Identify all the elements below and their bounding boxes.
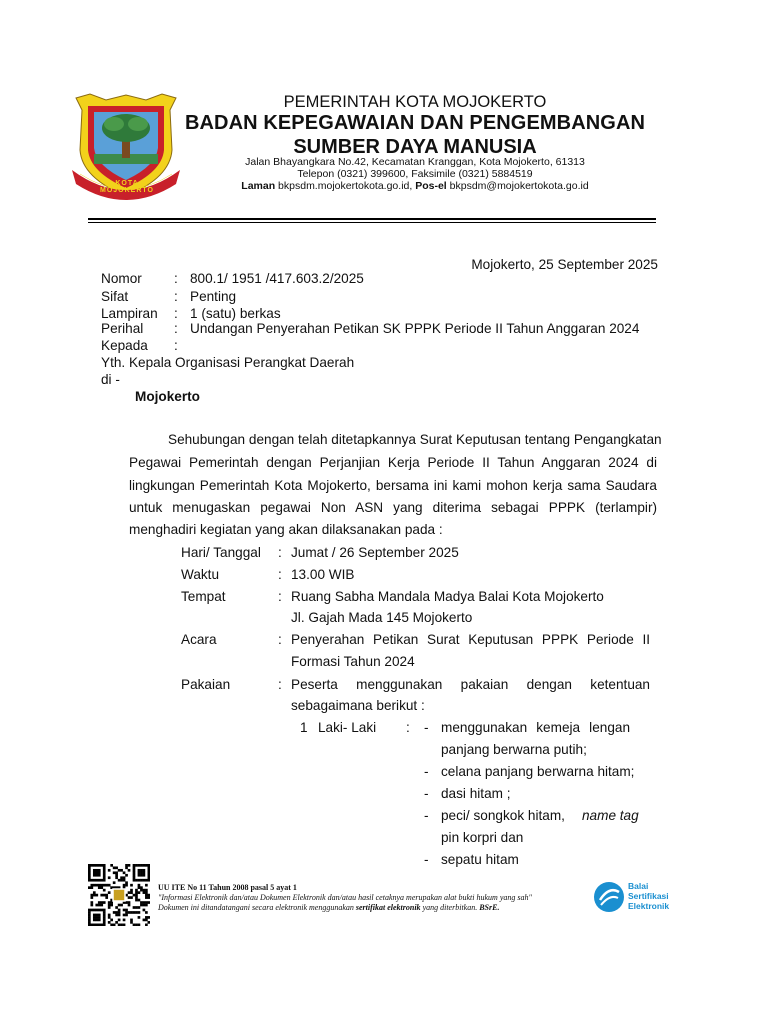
meta-colon: : <box>174 271 178 286</box>
dress-trousers: celana panjang berwarna hitam; <box>441 764 635 779</box>
meta-value-sifat: Penting <box>190 289 237 304</box>
detail-label-acara: Acara <box>181 632 217 647</box>
bsre-text-3: Elektronik <box>628 901 670 911</box>
header-agency: BADAN KEPEGAWAIAN DAN PENGEMBANGAN <box>184 112 646 134</box>
detail-label-pakaian: Pakaian <box>181 677 231 692</box>
meta-value-lampiran: 1 (satu) berkas <box>190 306 281 321</box>
detail-value-tempat-1: Ruang Sabha Mandala Madya Balai Kota Mojokerto <box>291 589 604 604</box>
detail-colon: : <box>278 632 282 647</box>
bsre-logo <box>592 880 682 914</box>
detail-value-pakaian-1: Peserta menggunakan pakaian dengan ketentuan <box>291 677 650 692</box>
email-label: Pos-el <box>415 180 447 192</box>
detail-value-pakaian-2: sebagaimana berikut : <box>291 698 425 713</box>
dress-dash: - <box>424 764 429 779</box>
footer-signed-end: BSrE. <box>479 903 500 912</box>
footer-signed-mid: yang diterbitkan. <box>422 903 478 912</box>
meta-colon: : <box>174 289 178 304</box>
header-government: PEMERINTAH KOTA MOJOKERTO <box>283 93 547 111</box>
meta-label-kepada: Kepada <box>101 338 148 353</box>
detail-label-hari: Hari/ Tanggal <box>181 545 261 560</box>
header-agency-2: SUMBER DAYA MANUSIA <box>293 136 537 158</box>
dress-item-label: Laki- Laki <box>318 720 377 735</box>
body-line-3: lingkungan Pemerintah Kota Mojokerto, bersama ini kami mohon kerja sama Saudara <box>129 478 657 493</box>
footer-signed-pre: Dokumen ini ditandatangani secara elektronik menggunakan <box>158 903 354 912</box>
dress-shirt-2: panjang berwarna putih; <box>441 742 587 757</box>
bsre-logo-icon <box>592 880 626 914</box>
logo-text: KOTA MOJOKERTO <box>100 180 154 194</box>
qr-code <box>88 864 150 926</box>
qr-code-graphic <box>88 864 150 926</box>
meta-colon: : <box>174 306 178 321</box>
meta-label-sifat: Sifat <box>101 289 129 304</box>
footer-quote: "Informasi Elektronik dan/atau Dokumen Elektronik dan/atau hasil cetaknya merupakan alat bukti hukum yang sah" <box>158 893 532 902</box>
dress-cap: peci/ songkok hitam, <box>441 808 565 823</box>
meta-colon: : <box>174 338 178 353</box>
detail-colon: : <box>278 589 282 604</box>
web-label: Laman <box>241 180 276 192</box>
bsre-text-2: Sertifikasi <box>628 891 669 901</box>
city-emblem-logo <box>70 92 182 204</box>
dress-name-tag: name tag <box>582 808 639 823</box>
letter-date: Mojokerto, 25 September 2025 <box>471 257 658 272</box>
footer-signed-bold: sertifikat elektronik <box>355 903 421 912</box>
dress-dash: - <box>424 720 429 735</box>
dress-shoes: sepatu hitam <box>441 852 519 867</box>
detail-value-acara-2: Formasi Tahun 2024 <box>291 654 415 669</box>
detail-value-acara-1: Penyerahan Petikan Surat Keputusan PPPK Periode II <box>291 632 650 647</box>
meta-colon: : <box>174 321 178 336</box>
body-line-4: untuk menugaskan pegawai Non ASN yang diterima sebagai PPPK (terlampir) <box>129 500 657 515</box>
header-phone: Telepon (0321) 399600, Faksimile (0321) 5884519 <box>297 168 533 180</box>
recipient-di: di - <box>101 372 120 387</box>
body-line-5: menghadiri kegiatan yang akan dilaksanakan pada : <box>129 522 443 537</box>
dress-dash: - <box>424 786 429 801</box>
dress-tie: dasi hitam ; <box>441 786 511 801</box>
header-address: Jalan Bhayangkara No.42, Kecamatan Kranggan, Kota Mojokerto, 61313 <box>245 156 585 168</box>
bsre-text-1: Balai <box>628 881 649 891</box>
header-rule-thick <box>88 218 656 220</box>
detail-colon: : <box>278 567 282 582</box>
dress-pin: pin korpri dan <box>441 830 524 845</box>
web-link[interactable]: bkpsdm.mojokertokota.go.id, <box>278 180 413 192</box>
footer-signed <box>158 903 499 913</box>
meta-label-perihal: Perihal <box>101 321 144 336</box>
meta-label-nomor: Nomor <box>101 271 142 286</box>
detail-value-waktu: 13.00 WIB <box>291 567 355 582</box>
email-link[interactable]: bkpsdm@mojokertokota.go.id <box>449 180 589 192</box>
meta-label-lampiran: Lampiran <box>101 306 158 321</box>
detail-value-hari: Jumat / 26 September 2025 <box>291 545 459 560</box>
footer-law: UU ITE No 11 Tahun 2008 pasal 5 ayat 1 <box>158 883 297 892</box>
detail-label-tempat: Tempat <box>181 589 226 604</box>
meta-value-nomor: 800.1/ 1951 /417.603.2/2025 <box>190 271 364 286</box>
recipient-city: Mojokerto <box>135 389 200 404</box>
detail-value-tempat-2: Jl. Gajah Mada 145 Mojokerto <box>291 610 473 625</box>
dress-colon: : <box>406 720 410 735</box>
detail-colon: : <box>278 677 282 692</box>
recipient-title: Yth. Kepala Organisasi Perangkat Daerah <box>101 355 355 370</box>
dress-dash: - <box>424 808 429 823</box>
header-rule-thin <box>88 222 656 223</box>
dress-shirt-1: menggunakan kemeja lengan <box>441 720 630 735</box>
dress-dash: - <box>424 852 429 867</box>
body-line-2: Pegawai Pemerintah dengan Perjanjian Kerja Periode II Tahun Anggaran 2024 di <box>129 455 657 470</box>
detail-colon: : <box>278 545 282 560</box>
header-web <box>180 180 650 192</box>
dress-item-number: 1 <box>300 720 308 735</box>
meta-value-perihal: Undangan Penyerahan Petikan SK PPPK Periode II Tahun Anggaran 2024 <box>190 321 640 336</box>
body-line-1: Sehubungan dengan telah ditetapkannya Surat Keputusan tentang Pengangkatan <box>168 432 662 447</box>
detail-label-waktu: Waktu <box>181 567 220 582</box>
